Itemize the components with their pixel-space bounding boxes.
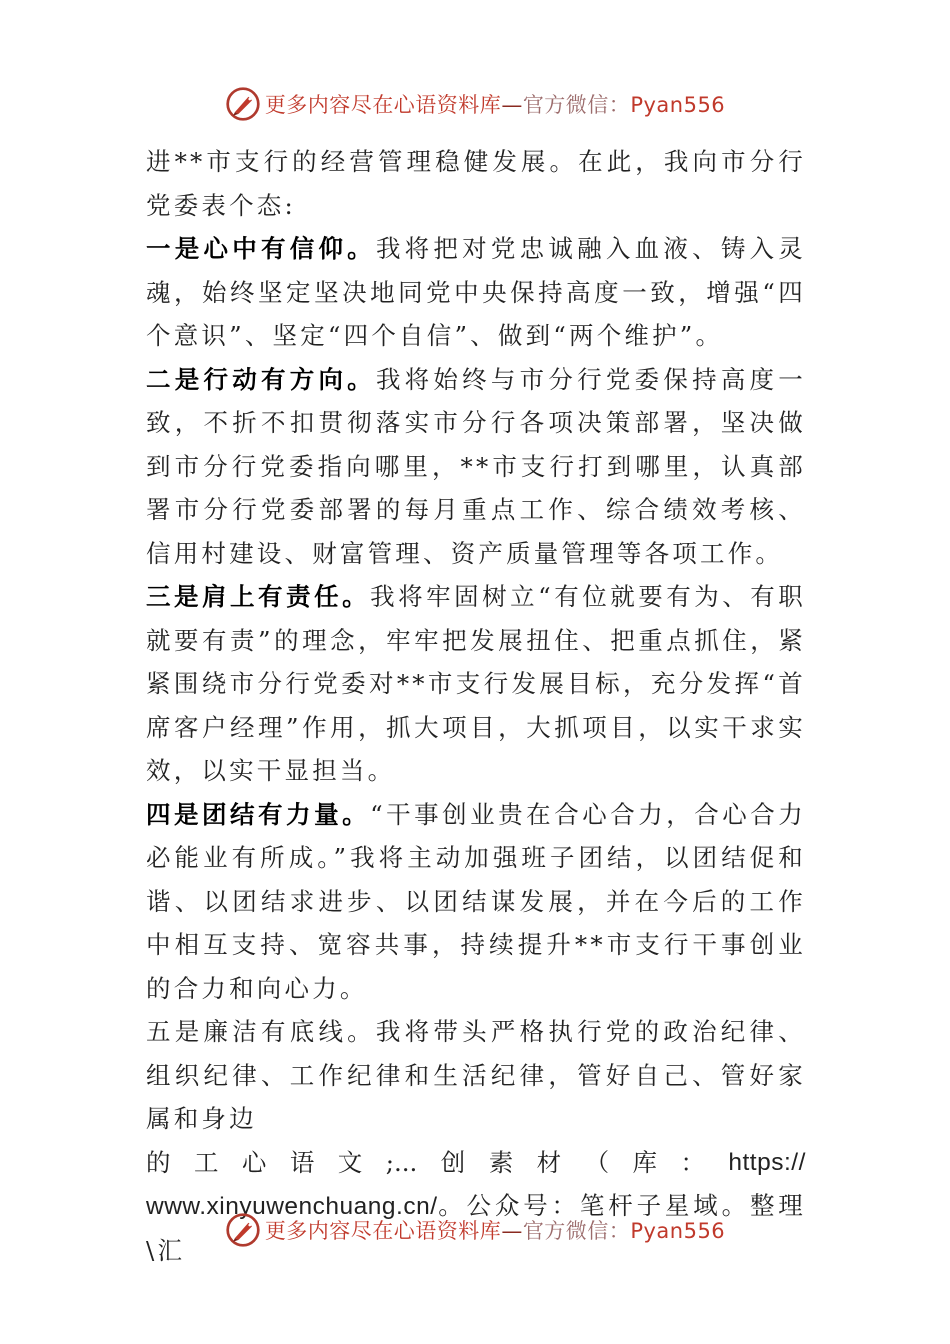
watermark-brand: 更多内容尽在心语资料库 — [264, 1219, 502, 1243]
paragraph-text: 我将把对党忠诚融入血液、铸入灵魂，始终坚定坚决地同党中央保持高度一致，增强“四个意识”、坚定“四个自信”、做到“两个维护”。 — [146, 234, 807, 350]
link-char: ;... — [385, 1147, 418, 1177]
watermark-wechat-label: 官方微信： — [522, 1219, 631, 1243]
link-char: 库 — [632, 1147, 657, 1177]
paragraph — [146, 227, 806, 358]
source-url[interactable]: www.xinyuwenchuang.cn/ — [146, 1193, 438, 1220]
footer-watermark — [0, 1208, 950, 1252]
watermark-brand: 更多内容尽在心语资料库 — [264, 93, 502, 117]
link-char: 的 — [146, 1147, 171, 1177]
pen-nib-logo-icon — [225, 1212, 261, 1248]
paragraph — [146, 793, 806, 1011]
paragraph — [146, 575, 806, 793]
source-url-start[interactable]: https:// — [728, 1148, 806, 1176]
paragraph — [146, 358, 806, 576]
link-char: 心 — [241, 1147, 267, 1177]
link-char: 创 — [440, 1147, 466, 1177]
paragraph-text: 我将牢固树立“有位就要有为、有职就要有责”的理念，牢牢把发展扭住、把重点抓住，紧紧围绕市分行党委对**市支行发展目标，充分发挥“首席客户经理”作用，抓大项目，大抓项目，以实干求实效，以实干显担当。 — [146, 582, 806, 785]
link-char: 工 — [193, 1147, 219, 1177]
watermark-wechat-label: 官方微信： — [522, 93, 631, 117]
link-char: 材 — [536, 1147, 562, 1177]
watermark-separator: — — [501, 1219, 523, 1243]
paragraph — [146, 1010, 806, 1141]
watermark-text — [265, 1215, 725, 1245]
paragraph-heading: 三是肩上有责任。 — [146, 582, 371, 611]
paragraph — [146, 140, 806, 227]
paragraph-heading: 四是团结有力量。 — [146, 799, 371, 829]
watermark-wechat-id: Pyan556 — [630, 1219, 726, 1243]
paragraph-heading: 二是行动有方向。 — [146, 364, 376, 394]
link-char: ： — [680, 1147, 705, 1177]
pen-nib-logo-icon — [225, 86, 261, 122]
source-link-line — [146, 1141, 806, 1185]
paragraph-text: 进**市支行的经营管理稳健发展。在此，我向市分行党委表个态: — [146, 147, 806, 220]
document-body — [146, 140, 806, 1272]
paragraph-text: 五是廉洁有底线。我将带头严格执行党的政治纪律、组织纪律、工作纪律和生活纪律，管好自己、管好家属和身边 — [146, 1017, 806, 1133]
link-char: 素 — [488, 1147, 514, 1177]
paragraph-text: 。公众号：笔杆子星域。整理\汇 — [146, 1191, 806, 1265]
link-char: 语 — [289, 1147, 315, 1177]
header-watermark — [0, 82, 950, 126]
watermark-separator: — — [501, 93, 523, 117]
paragraph-text: 我将始终与市分行党委保持高度一致，不折不扣贯彻落实市分行各项决策部署，坚决做到市分行党委指向哪里，**市支行打到哪里，认真部署市分行党委部署的每月重点工作、综合绩效考核、信用村建设、财富管理、资产质量管理等各项工作。 — [146, 364, 807, 568]
link-char: （ — [584, 1147, 610, 1177]
paragraph-heading: 一是心中有信仰。 — [146, 234, 376, 263]
watermark-wechat-id: Pyan556 — [630, 93, 726, 117]
link-char: 文 — [337, 1147, 363, 1177]
watermark-text — [265, 89, 725, 119]
paragraph-text: “干事创业贵在合心合力，合心合力必能业有所成。”我将主动加强班子团结，以团结促和谐、以团结求进步、以团结谋发展，并在今后的工作中相互支持、宽容共事，持续提升**市支行干事创业的合力和向心力。 — [146, 799, 806, 1003]
